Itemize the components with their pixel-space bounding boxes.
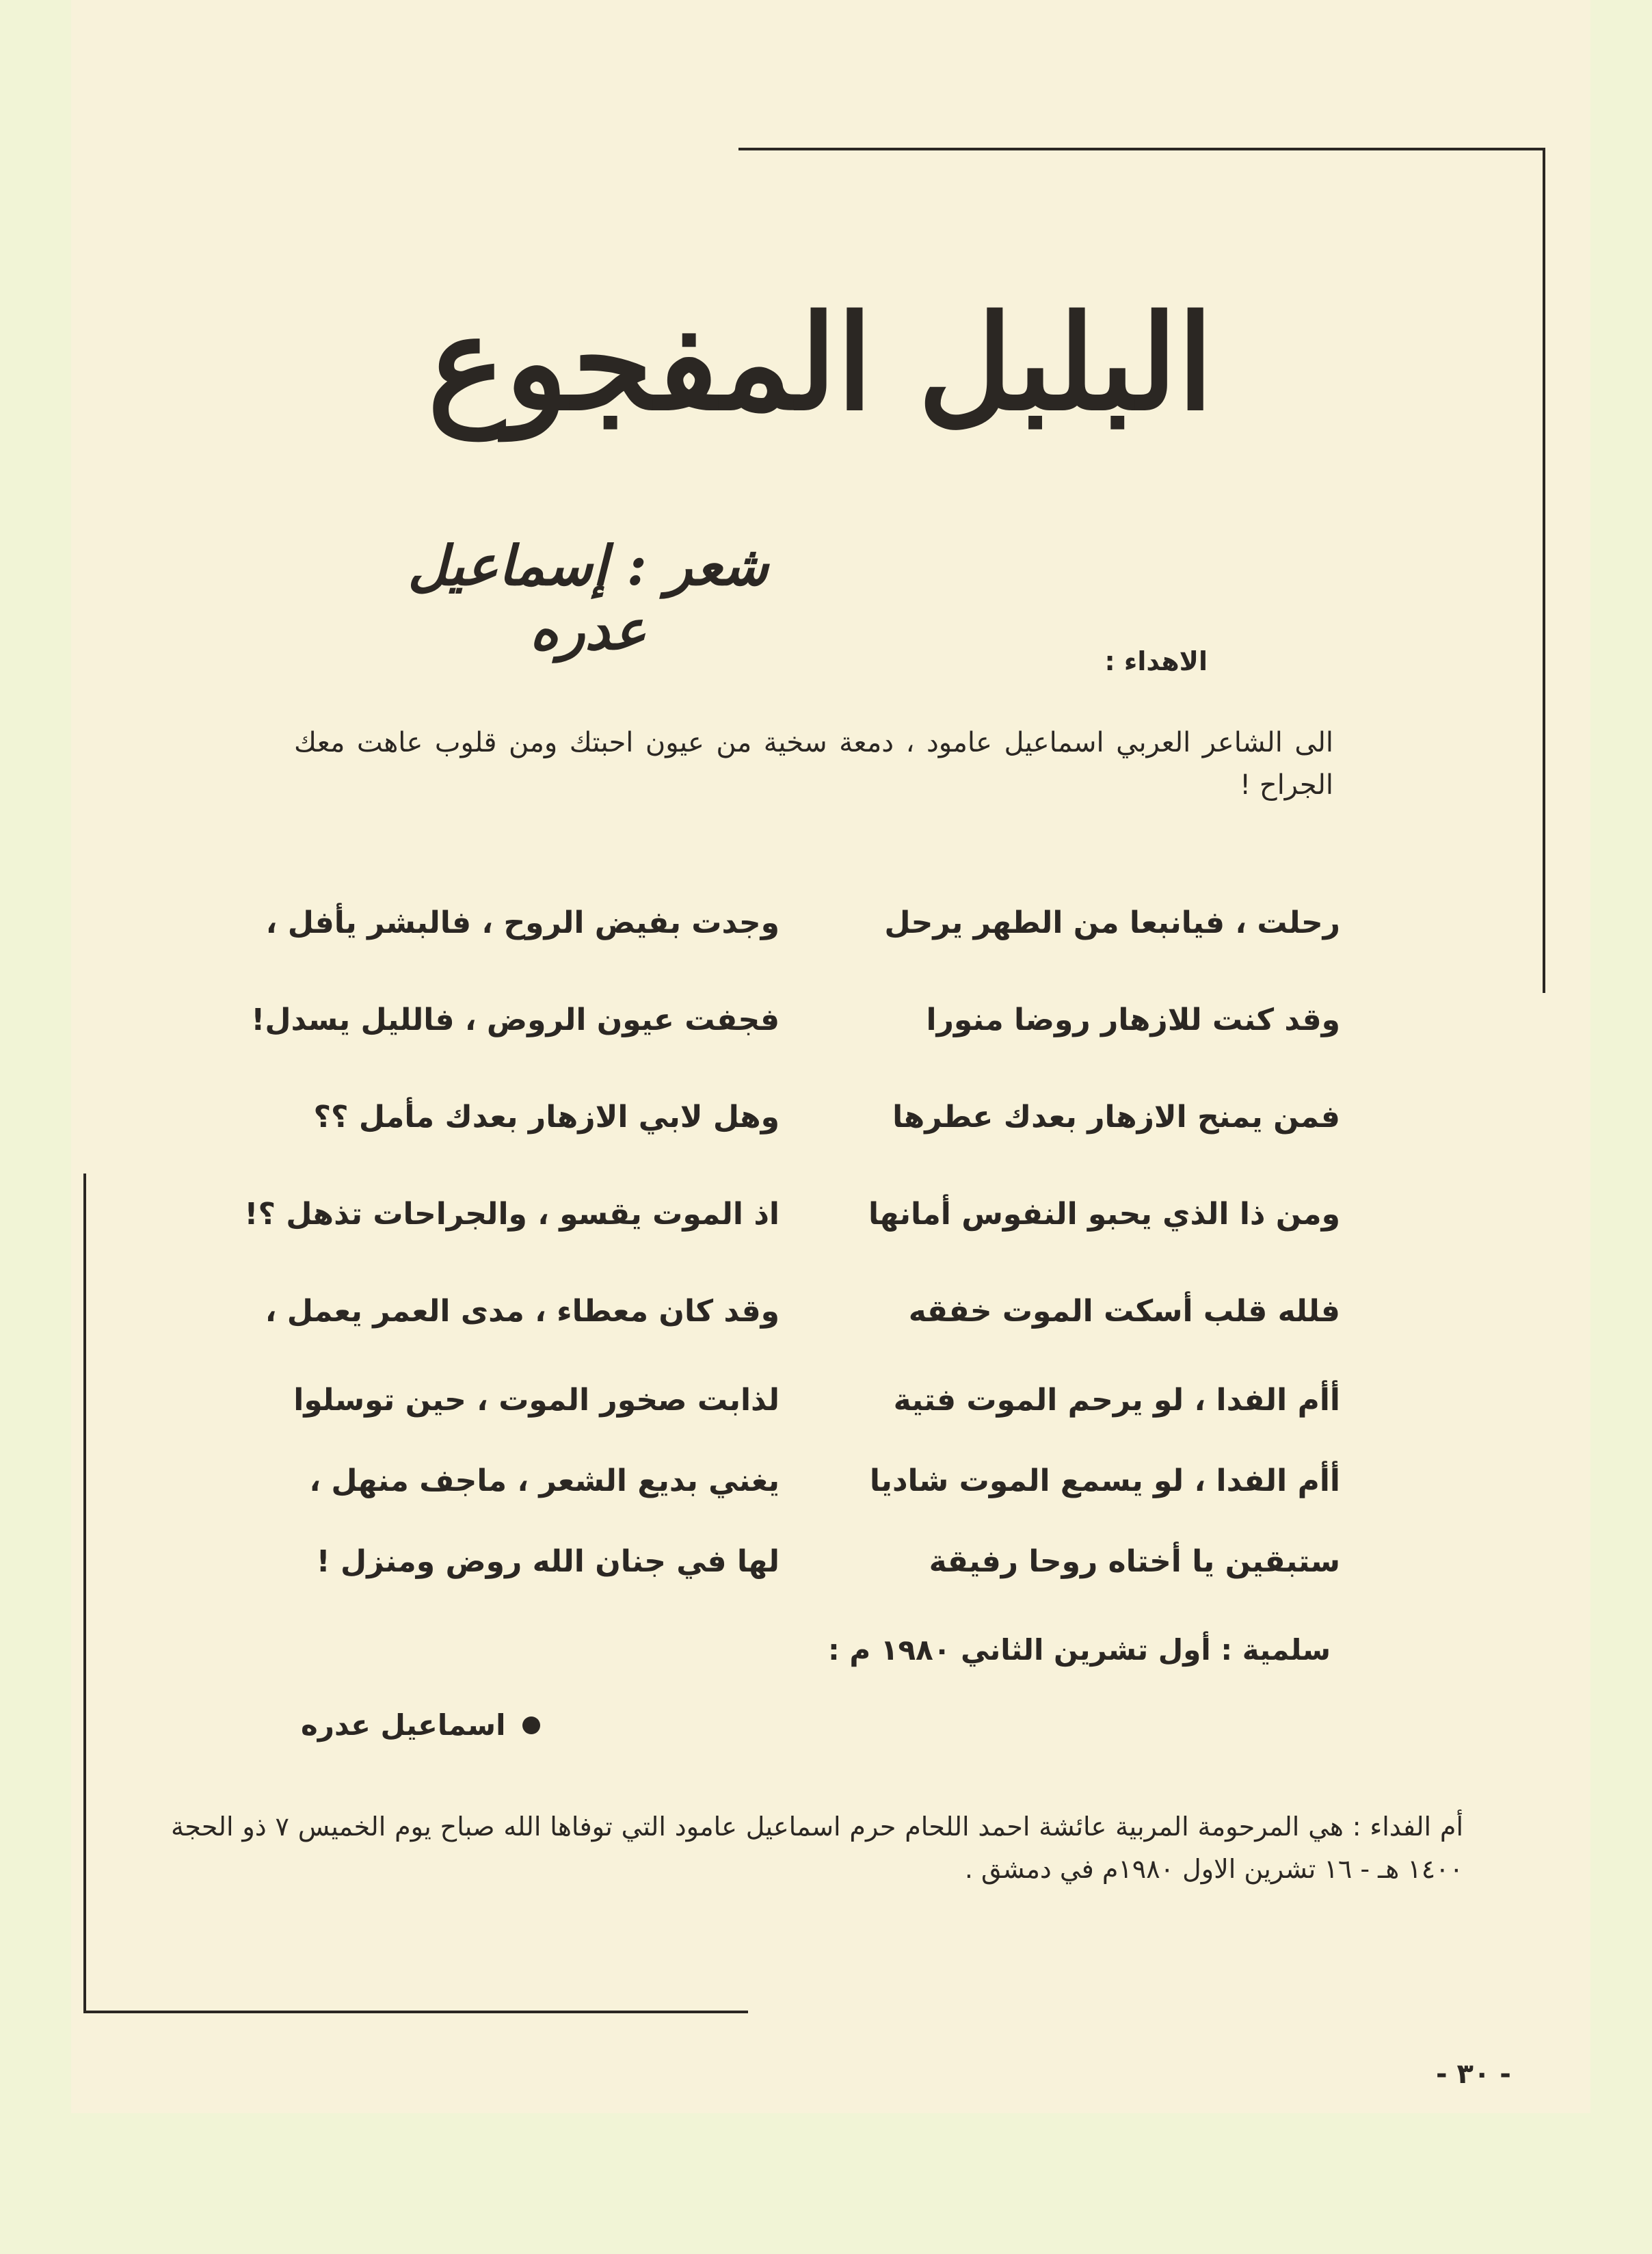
author-name: اسماعيل عدره (301, 1708, 506, 1742)
verse-row (265, 1262, 1340, 1360)
verse-second-hemistich: وجدت بفيض الروح ، فالبشر يأفل ، (265, 905, 780, 940)
verse-first-hemistich: ستبقين يا أختاه روحا رفيقة (929, 1543, 1340, 1579)
byline: شعر : إسماعيل عدره (408, 533, 769, 662)
signature (301, 1708, 540, 1742)
verse-first-hemistich: فلله قلب أسكت الموت خفقه (908, 1293, 1340, 1329)
dedication-text: الى الشاعر العربي اسماعيل عامود ، دمعة سخية من عيون احبتك ومن قلوب عاهت معك الجراح ! (294, 727, 1333, 801)
bullet-icon (522, 1716, 540, 1734)
dedication-heading: الاهداء : (1104, 646, 1208, 676)
verse-second-hemistich: وهل لابي الازهار بعدك مأمل ؟؟ (313, 1099, 780, 1135)
verse-second-hemistich: لها في جنان الله روض ومنزل ! (316, 1543, 780, 1579)
verse-row (251, 971, 1340, 1068)
verse-row (293, 1360, 1340, 1440)
verse-first-hemistich: فمن يمنح الازهار بعدك عطرها (892, 1099, 1340, 1135)
verse-row (265, 874, 1340, 971)
verse-second-hemistich: اذ الموت يقسو ، والجراحات تذهل ؟! (244, 1196, 780, 1232)
verse-row (244, 1165, 1340, 1262)
footnote: أم الفداء : هي المرحومة المربية عائشة احمد اللحام حرم اسماعيل عامود التي توفاها الله صباح يوم الخميس ٧ ذو الحجة ١٤٠٠ هـ - ١٦ تشرين الاول ١٩٨٠م في دمشق . (171, 1812, 1464, 1884)
verse-row (301, 1068, 1340, 1165)
verse-first-hemistich: أأم الفدا ، لو يرحم الموت فتية (893, 1382, 1340, 1418)
poem (244, 874, 1340, 1602)
verse-first-hemistich: ومن ذا الذي يحبو النفوس أمانها (868, 1196, 1340, 1232)
verse-first-hemistich: أأم الفدا ، لو يسمع الموت شاديا (869, 1463, 1340, 1498)
verse-second-hemistich: فجفت عيون الروض ، فالليل يسدل! (251, 1002, 780, 1037)
verse-second-hemistich: لذابت صخور الموت ، حين توسلوا (293, 1382, 780, 1418)
article-title: البلبل المفجوع (427, 286, 1214, 439)
verse-first-hemistich: رحلت ، فيانبعا من الطهر يرحل (884, 905, 1340, 940)
left-rule (83, 1174, 86, 2013)
place-date: سلمية : أول تشرين الثاني ١٩٨٠ م : (828, 1633, 1331, 1667)
verse-row (301, 1521, 1340, 1602)
verse-second-hemistich: يغني بديع الشعر ، ماجف منهل ، (309, 1463, 780, 1498)
bottom-rule (83, 2011, 748, 2013)
verse-first-hemistich: وقد كنت للازهار روضا منورا (926, 1002, 1340, 1037)
verse-row (301, 1440, 1340, 1521)
page-number: - ٣٠ - (1436, 2058, 1511, 2090)
top-rule (738, 148, 1545, 150)
verse-second-hemistich: وقد كان معطاء ، مدى العمر يعمل ، (265, 1293, 780, 1329)
right-rule (1543, 148, 1545, 993)
